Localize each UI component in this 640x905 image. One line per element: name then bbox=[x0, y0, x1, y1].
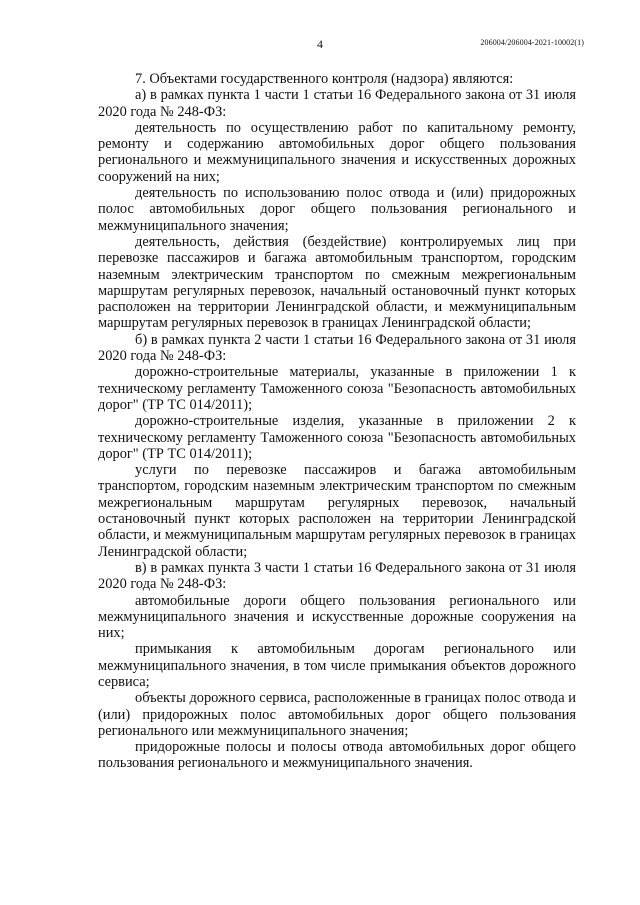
paragraph-b-products: дорожно-строительные изделия, указанные в приложении 2 к техническому регламенту Таможенного союза "Безопасность автомобильных дорог" (ТР ТС 014/2011); bbox=[98, 413, 576, 462]
paragraph-c-service-facilities: объекты дорожного сервиса, расположенные в границах полос отвода и (или) придорожных полос автомобильных дорог общего пользования регионального или межмуниципального значения; bbox=[98, 690, 576, 739]
paragraph-item-b: б) в рамках пункта 2 части 1 статьи 16 Федерального закона от 31 июля 2020 года № 248-ФЗ: bbox=[98, 331, 576, 365]
paragraph-c-roads: автомобильные дороги общего пользования регионального или межмуниципального значения и искусственные дорожные сооружения на них; bbox=[98, 592, 576, 642]
paragraph-a-right-of-way-use: деятельность по использованию полос отвода и (или) придорожных полос автомобильных дорог общего пользования регионального и межмуниципального значения; bbox=[98, 185, 576, 234]
paragraph-item-c: в) в рамках пункта 3 части 1 статьи 16 Федерального закона от 31 июля 2020 года № 248-ФЗ: bbox=[98, 559, 576, 593]
paragraph-objects-intro: 7. Объектами государственного контроля (надзора) являются: bbox=[135, 71, 514, 87]
paragraph-item-a: а) в рамках пункта 1 части 1 статьи 16 Федерального закона от 31 июля 2020 года № 248-ФЗ: bbox=[98, 87, 576, 120]
paragraph-c-junctions: примыкания к автомобильным дорогам регионального или межмуниципального значения, в том числе примыкания объектов дорожного сервиса; bbox=[98, 641, 576, 690]
page-number: 4 bbox=[317, 37, 323, 51]
paragraph-a-repair-works: деятельность по осуществлению работ по капитальному ремонту, ремонту и содержанию автомобильных дорог общего пользования регионального и межмуниципального значения и искусственных дорожных сооружений на них; bbox=[98, 119, 576, 185]
paragraph-c-roadside-strips: придорожные полосы и полосы отвода автомобильных дорог общего пользования регионального и межмуниципального значения. bbox=[98, 739, 576, 772]
document-id: 206004/206004-2021-10002(1) bbox=[480, 38, 584, 47]
paragraph-a-passenger-transport: деятельность, действия (бездействие) контролируемых лиц при перевозке пассажиров и багажа автомобильным транспортом, городским наземным электрическим транспортом по смежным межрегиональным маршрутам регулярных перевозок, начальный остановочный пункт которых расположен на территории Ленинградской области, и межмуниципальным маршрутам регулярных перевозок в границах Ленинградской области; bbox=[98, 233, 576, 332]
paragraph-b-transport-services: услуги по перевозке пассажиров и багажа автомобильным транспортом, городским наземным электрическим транспортом по смежным межрегиональным маршрутам регулярных перевозок, начальный остановочный пункт которых расположен на территории Ленинградской области, и межмуниципальным маршрутам регулярных перевозок в границах Ленинградской области; bbox=[98, 462, 576, 560]
paragraph-b-materials: дорожно-строительные материалы, указанные в приложении 1 к техническому регламенту Таможенного союза "Безопасность автомобильных дорог" (ТР ТС 014/2011); bbox=[98, 364, 576, 413]
document-body bbox=[98, 71, 576, 772]
